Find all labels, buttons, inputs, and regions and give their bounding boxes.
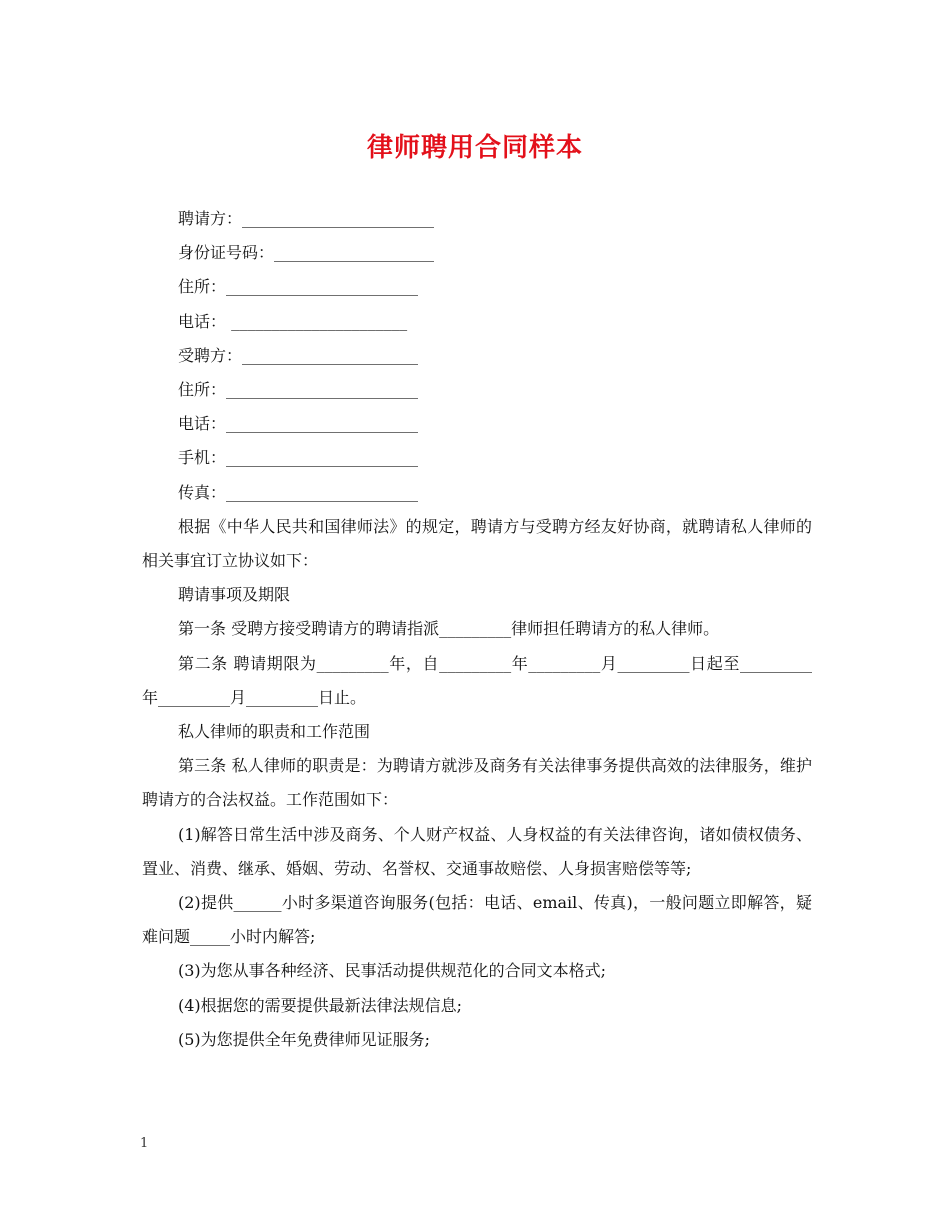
field-label: 住所：	[178, 379, 227, 399]
field-hirer-phone	[142, 305, 812, 339]
field-blank: ____________________	[274, 243, 435, 263]
field-label: 受聘方：	[178, 345, 243, 365]
field-blank: ________________________	[242, 209, 435, 228]
list-item: (2)提供______小时多渠道咨询服务(包括：电话、email、传真)，一般问题立即解答，疑难问题_____小时内解答;	[142, 892, 812, 947]
page-number: 1	[140, 1136, 149, 1151]
field-id-number	[142, 236, 812, 270]
field-label: 电话：	[178, 311, 227, 331]
field-fax	[142, 476, 812, 510]
field-hiree-address	[142, 373, 812, 407]
field-label: 手机：	[178, 448, 227, 468]
field-blank: ________________________	[226, 379, 419, 399]
field-mobile	[142, 441, 812, 475]
list-item: (3)为您从事各种经济、民事活动提供规范化的合同文本格式;	[178, 961, 607, 981]
field-hirer-address	[142, 270, 812, 304]
field-label: 身份证号码：	[178, 243, 275, 263]
field-hiree	[142, 339, 812, 373]
document-body	[142, 202, 812, 1057]
field-blank: ______________________	[242, 345, 419, 365]
field-hiree-phone	[142, 407, 812, 441]
article-2: 第二条 聘请期限为_________年，自_________年_________月_________日起至_________年_________月_________日止。	[142, 653, 812, 707]
list-item: (5)为您提供全年免费律师见证服务;	[178, 1029, 431, 1049]
section-heading-engagement: 聘请事项及期限	[178, 585, 291, 605]
field-blank: ________________________	[226, 277, 419, 297]
list-item: (4)根据您的需要提供最新法律法规信息;	[178, 995, 463, 1015]
intro-paragraph: 根据《中华人民共和国律师法》的规定，聘请方与受聘方经友好协商，就聘请私人律师的相关事宜订立协议如下：	[142, 516, 812, 570]
field-blank: ________________________	[226, 482, 419, 502]
field-label: 传真：	[178, 482, 227, 502]
document-title: 律师聘用合同样本	[366, 133, 583, 163]
article-1: 第一条 受聘方接受聘请方的聘请指派_________律师担任聘请方的私人律师。	[178, 619, 720, 639]
field-blank: ________________________	[226, 448, 419, 468]
field-label: 电话：	[178, 414, 227, 434]
field-hirer	[142, 202, 812, 236]
article-3: 第三条 私人律师的职责是：为聘请方就涉及商务有关法律事务提供高效的法律服务，维护聘请方的合法权益。工作范围如下：	[142, 756, 812, 810]
field-blank: ________________________	[226, 414, 419, 434]
field-label: 住所：	[178, 277, 227, 297]
field-label: 聘请方：	[178, 209, 243, 228]
section-heading-duties: 私人律师的职责和工作范围	[178, 721, 371, 741]
list-item: (1)解答日常生活中涉及商务、个人财产权益、人身权益的有关法律咨询，诸如债权债务、置业、消费、继承、婚姻、劳动、名誉权、交通事故赔偿、人身损害赔偿等等;	[142, 824, 812, 878]
field-blank: ______________________	[226, 311, 408, 331]
